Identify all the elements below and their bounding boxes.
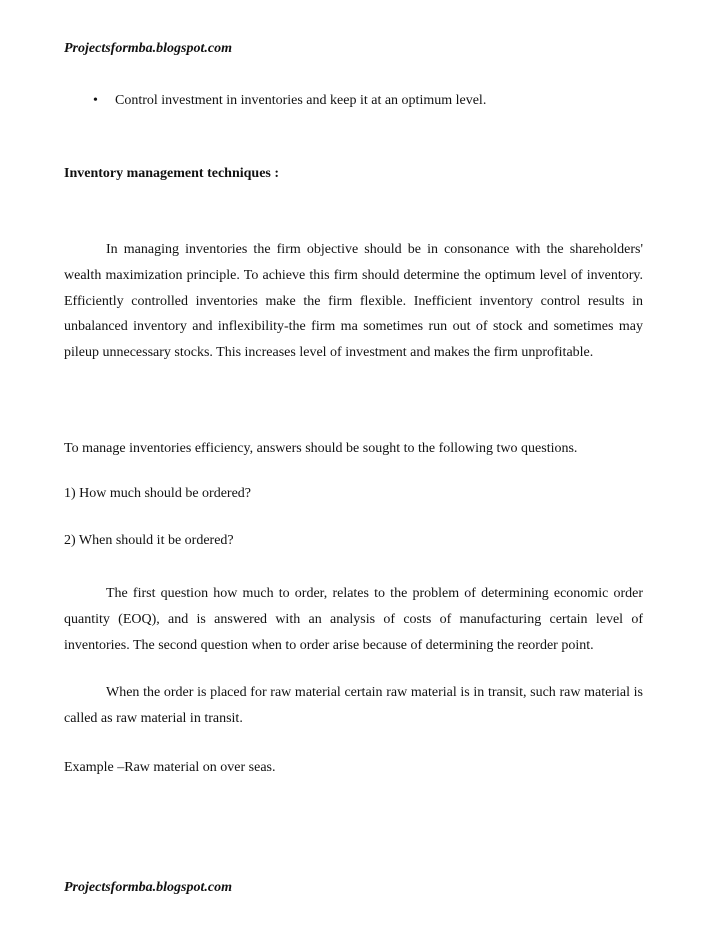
bullet-item <box>93 93 653 109</box>
section-heading: Inventory management techniques : <box>64 166 280 181</box>
paragraph-text: In managing inventories the firm objective should be in consonance with the shareholders' wealth maximization principle. To achieve this firm should determine the optimum level of inventory. Efficiently controlled inventories make the firm flexible. Inefficient inventory control results in unbalanced inventory and inflexibility-the firm ma sometimes run out of stock and sometimes may pileup unnecessary stocks. This increases level of investment and makes the firm unprofitable. <box>64 242 643 361</box>
bullet-icon: • <box>93 93 98 108</box>
paragraph-manage: To manage inventories efficiency, answers should be sought to the following two questions. <box>64 441 578 456</box>
question-2: 2) When should it be ordered? <box>64 533 234 548</box>
page-header: Projectsformba.blogspot.com <box>64 41 232 56</box>
example-line: Example –Raw material on over seas. <box>64 760 276 775</box>
bullet-text: Control investment in inventories and keep it at an optimum level. <box>115 93 487 108</box>
paragraph-eoq <box>64 581 643 658</box>
paragraph-transit <box>64 680 643 732</box>
question-1: 1) How much should be ordered? <box>64 486 252 501</box>
paragraph-text: When the order is placed for raw material certain raw material is in transit, such raw material is called as raw material in transit. <box>64 685 643 726</box>
page-footer: Projectsformba.blogspot.com <box>64 880 232 895</box>
paragraph-text: The first question how much to order, relates to the problem of determining economic order quantity (EOQ), and is answered with an analysis of costs of manufacturing certain level of inventories. The second question when to order arise because of determining the reorder point. <box>64 586 643 653</box>
paragraph-techniques <box>64 237 643 366</box>
